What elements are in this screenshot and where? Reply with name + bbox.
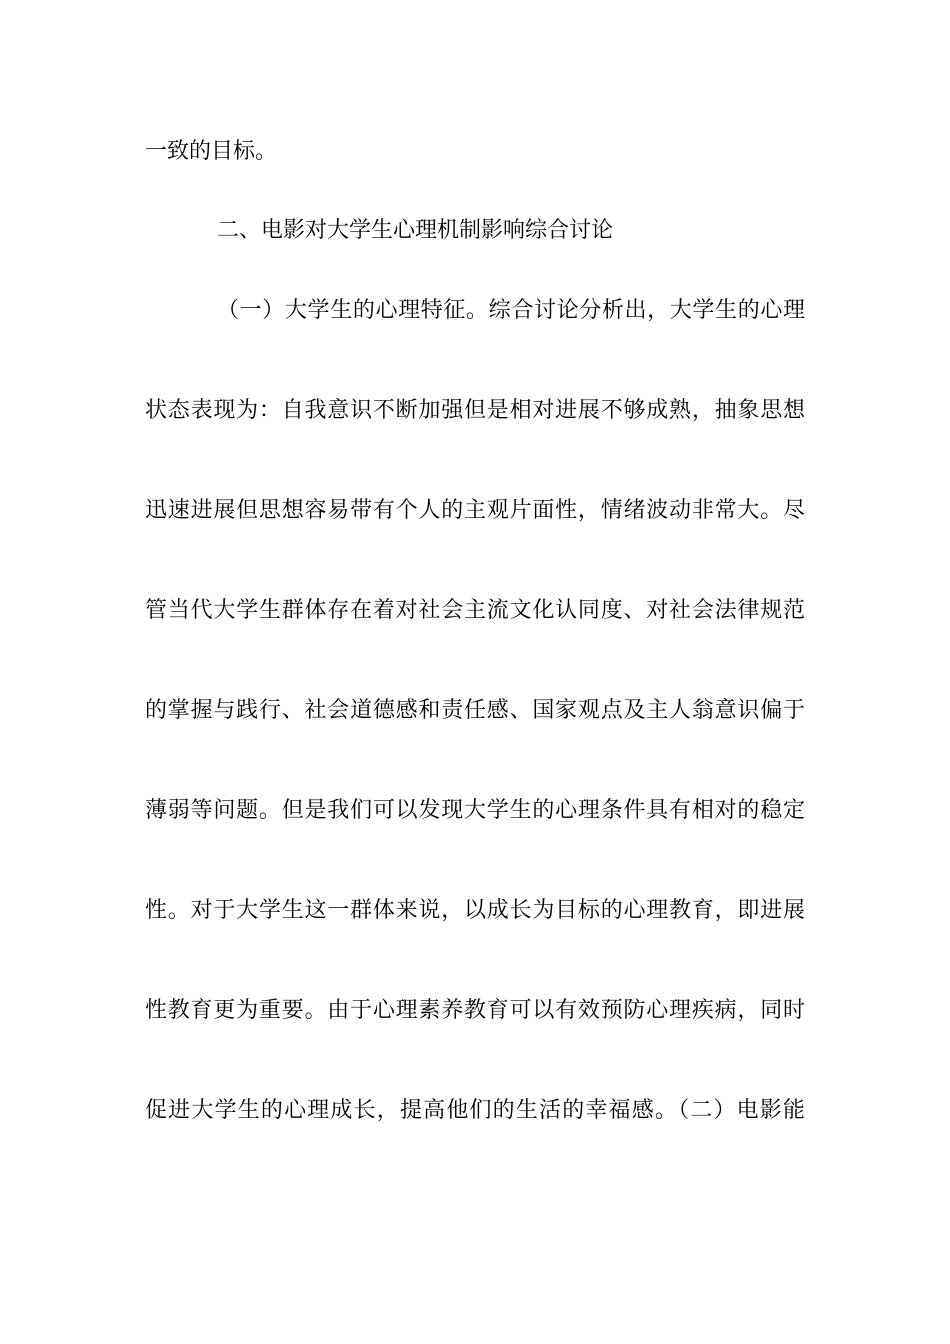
paragraph-line: 性教育更为重要。由于心理素养教育可以有效预防心理疾病，同时 <box>145 998 805 1023</box>
paragraph-line: 迅速进展但思想容易带有个人的主观片面性，情绪波动非常大。尽 <box>145 498 805 523</box>
paragraph-line: 管当代大学生群体存在着对社会主流文化认同度、对社会法律规范 <box>145 598 805 623</box>
paragraph-line: 状态表现为：自我意识不断加强但是相对进展不够成熟，抽象思想 <box>145 398 805 423</box>
paragraph-line: 促进大学生的心理成长，提高他们的生活的幸福感。（二）电影能 <box>145 1098 805 1123</box>
paragraph-line: 薄弱等问题。但是我们可以发现大学生的心理条件具有相对的稳定 <box>145 798 805 823</box>
paragraph-line: （一）大学生的心理特征。综合讨论分析出，大学生的心理 <box>217 298 805 323</box>
section-heading: 二、电影对大学生心理机制影响综合讨论 <box>217 218 614 243</box>
paragraph-line: 性。对于大学生这一群体来说，以成长为目标的心理教育，即进展 <box>145 898 805 923</box>
paragraph-line: 的掌握与践行、社会道德感和责任感、国家观点及主人翁意识偏于 <box>145 698 805 723</box>
paragraph-continuation-line: 一致的目标。 <box>145 139 278 164</box>
